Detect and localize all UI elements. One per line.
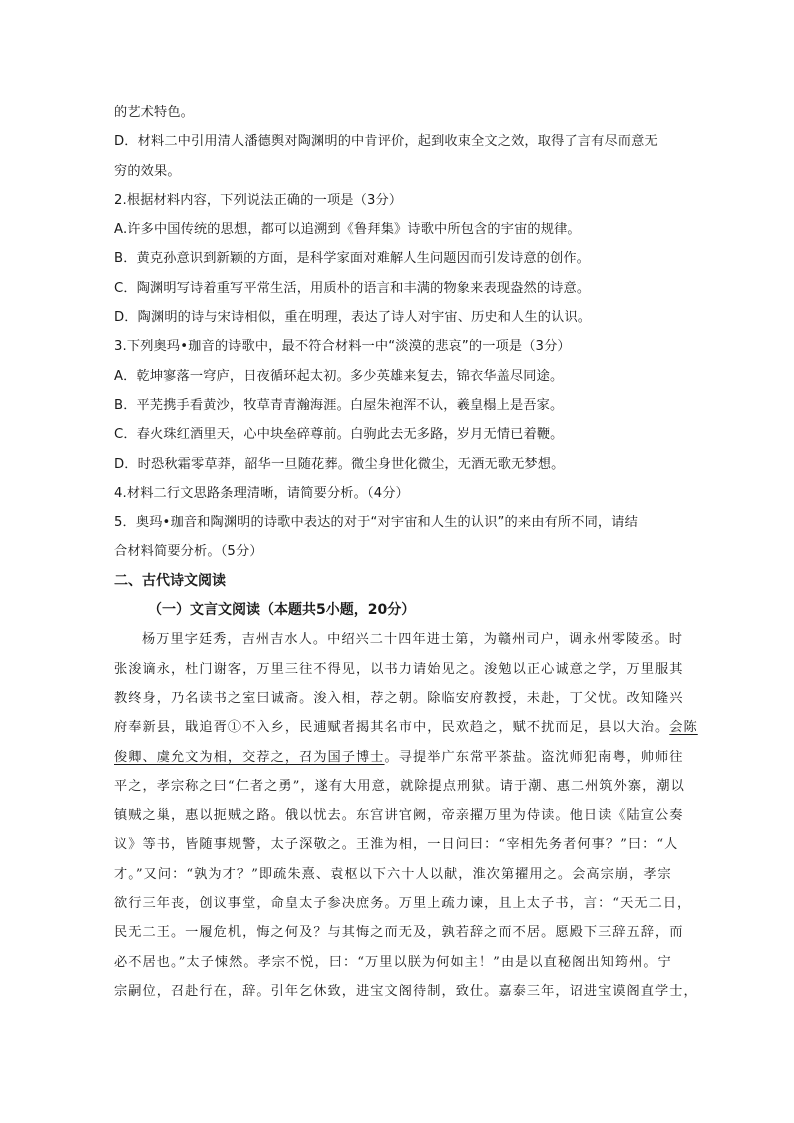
- q2-option-d: D．陶渊明的诗与宋诗相似，重在明理，表达了诗人对宇宙、历史和人生的认识。: [114, 310, 592, 326]
- passage-text: 。寻提举广东常平茶盐。盗沈师犯南粤，帅师往: [384, 749, 684, 765]
- passage-line: 民无二王。一履危机，悔之何及？与其悔之而无及，孰若辞之而不居。愿殿下三辞五辞，而: [114, 925, 684, 941]
- passage-line: 张浚谪永，杜门谢客，万里三往不得见，以书力请始见之。浚勉以正心诚意之学，万里服其: [114, 661, 684, 677]
- subsection-title: （一）文言文阅读（本题共5小题，20分）: [148, 602, 416, 619]
- q3-option-a: A．乾坤寥落一穹庐，日夜循环起太初。多少英雄来复去，锦衣华盖尽同途。: [114, 368, 564, 384]
- passage-line: [114, 713, 698, 742]
- q2-option-c: C．陶渊明写诗着重写平常生活，用质朴的语言和丰满的物象来表现盎然的诗意。: [114, 280, 591, 296]
- q5-stem-line2: 合材料简要分析。（5分）: [114, 544, 263, 560]
- q1-option-d-line2: 穷的效果。: [114, 163, 181, 179]
- passage-line: 杨万里字廷秀，吉州吉水人。中绍兴二十四年进士第，为赣州司户，调永州零陵丞。时: [142, 632, 684, 648]
- passage-text: 府奉新县，戢追胥①不入乡，民逋赋者揭其名市中，民欢趋之，赋不扰而足，县以大治。: [114, 720, 670, 736]
- q2-stem: 2.根据材料内容，下列说法正确的一项是（3分）: [114, 192, 403, 208]
- passage-line: [114, 743, 684, 772]
- q1-option-d-line1: D．材料二中引用清人潘德舆对陶渊明的中肯评价，起到收束全文之效，取得了言有尽而意无: [114, 134, 658, 150]
- q3-option-d: D．时恐秋霜零草莽，韶华一旦随花葬。微尘身世化微尘，无酒无歌无梦想。: [114, 456, 565, 472]
- passage-line: 必不居也。”太子悚然。孝宗不悦，曰：“万里以朕为何如主！”由是以直秘阁出知筠州。宁: [114, 954, 672, 970]
- q2-option-a: A.许多中国传统的思想，都可以追溯到《鲁拜集》诗歌中所包含的宇宙的规律。: [114, 222, 581, 238]
- passage-line: 宗嗣位，召赴行在，辞。引年乞休致，进宝文阁待制，致仕。嘉泰三年，诏进宝谟阁直学士，: [114, 983, 698, 999]
- underlined-sentence: 会陈: [669, 720, 698, 736]
- q3-option-c: C．春火珠红酒里天，心中块垒碎尊前。白驹此去无多路，岁月无情已着鞭。: [114, 427, 564, 443]
- section-title: 二、古代诗文阅读: [114, 572, 226, 589]
- q1-option-c-tail: 的艺术特色。: [114, 105, 195, 120]
- passage-line: 欲行三年丧，创议事堂，命皇太子参决庶务。万里上疏力谏，且上太子书，言：“天无二日，: [114, 896, 692, 912]
- classical-passage: [114, 625, 698, 1006]
- q5-stem-line1: 5．奥玛•珈音和陶渊明的诗歌中表达的对于“对宇宙和人生的认识”的来由有所不同，请结: [114, 515, 638, 531]
- q3-stem: 3.下列奥玛•珈音的诗歌中，最不符合材料一中“淡漠的悲哀”的一项是（3分）: [114, 339, 571, 355]
- underlined-sentence: 俊卿、虞允文为相，交荐之，召为国子博士: [114, 749, 385, 765]
- passage-line: 议》等书，皆随事规警，太子深敬之。王淮为相，一日问曰：“宰相先务者何事？”曰：“人: [114, 837, 679, 853]
- q4-stem: 4.材料二行文思路条理清晰，请简要分析。（4分）: [114, 485, 409, 501]
- passage-line: 教终身，乃名读书之室曰诚斋。浚入相，荐之朝。除临安府教授，未赴，丁父忧。改知隆兴: [114, 690, 684, 706]
- document-page: [114, 98, 698, 1006]
- passage-line: 镇贼之巢，惠以扼贼之路。俄以忧去。东宫讲官阙，帝亲擢万里为侍读。他日读《陆宣公奏: [114, 808, 684, 824]
- passage-line: 平之，孝宗称之曰“仁者之勇”，遂有大用意，就除提点刑狱。请于潮、惠二州筑外寨，潮以: [114, 778, 685, 794]
- q2-option-b: B．黄克孙意识到新颖的方面，是科学家面对难解人生问题因而引发诗意的创作。: [114, 251, 591, 267]
- q3-option-b: B．平芜携手看黄沙，牧草青青瀚海涯。白屋朱袍浑不认，羲皇榻上是吾家。: [114, 397, 564, 413]
- passage-line: 才。”又问：“孰为才？”即疏朱熹、袁枢以下六十人以献，淮次第擢用之。会高宗崩，孝宗: [114, 866, 672, 882]
